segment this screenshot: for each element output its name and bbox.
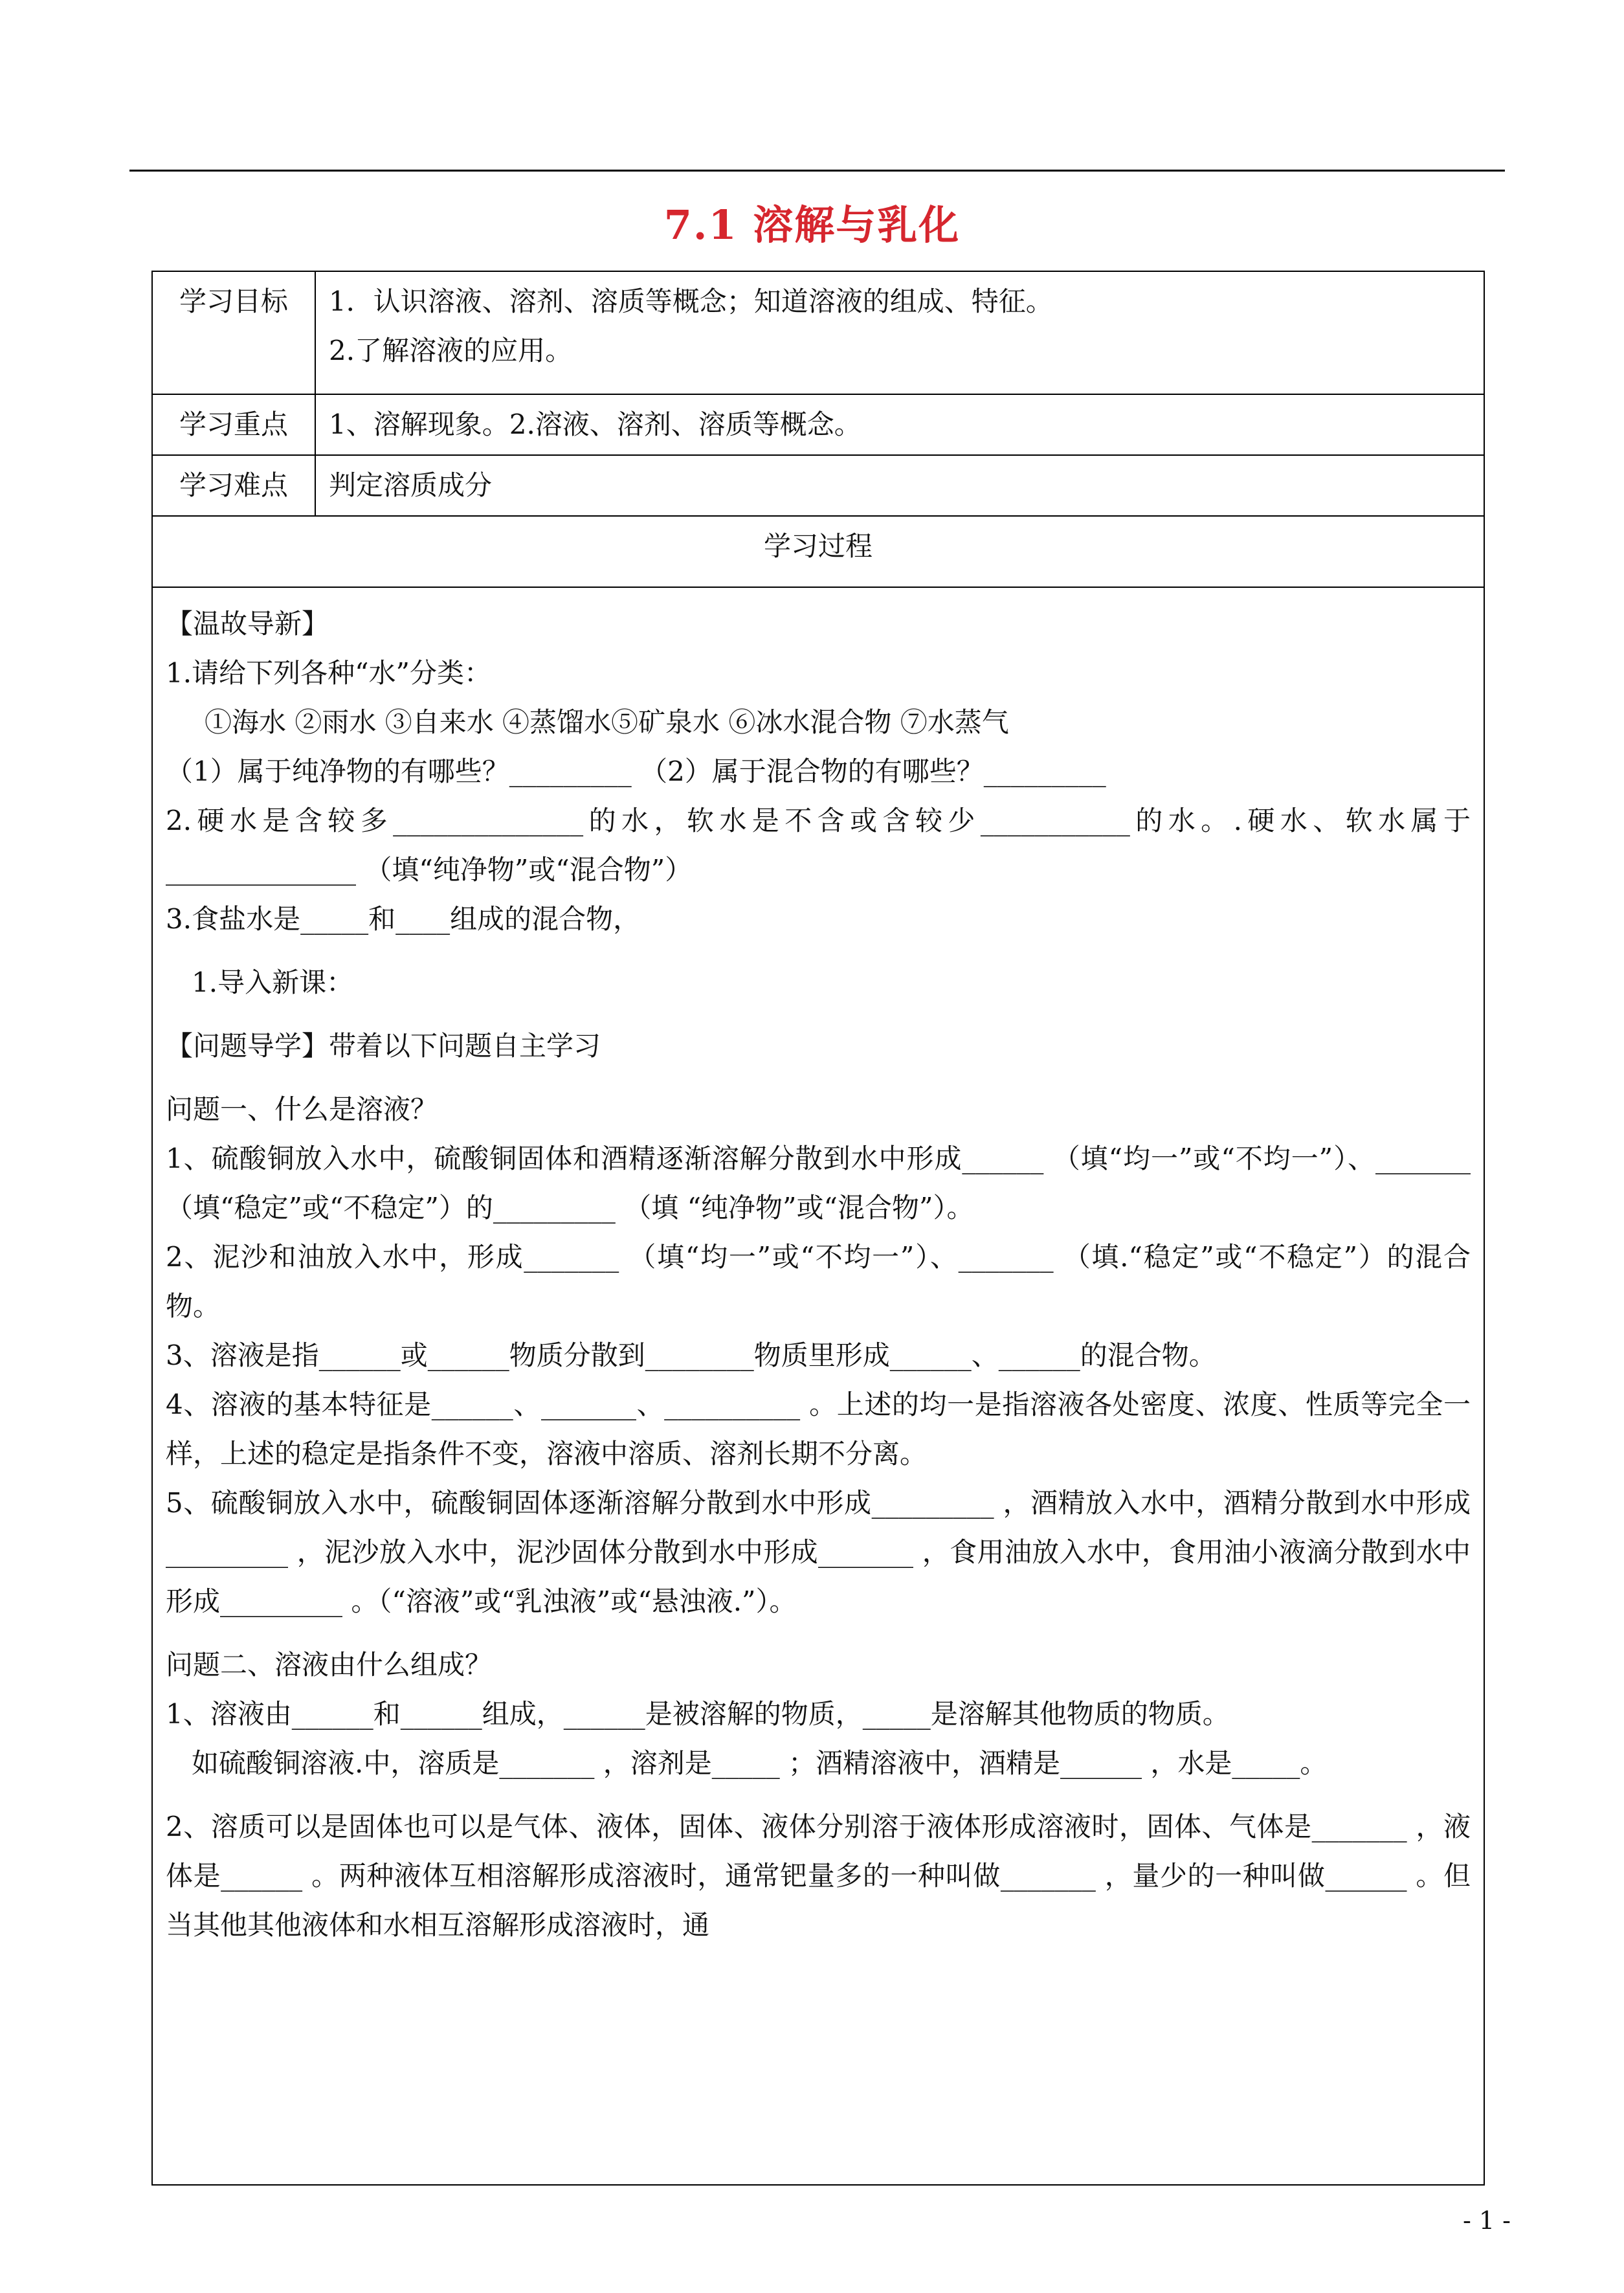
problem-2-item-1-example: 如硫酸铜溶液.中，溶质是_______ ，溶剂是_____ ；酒精溶液中，酒精是______ ，水是_____。 bbox=[192, 1747, 1328, 1779]
review-q1-items: ①海水 ②雨水 ③自来水 ④蒸馏水⑤矿泉水 ⑥冰水混合物 ⑦水蒸气 bbox=[205, 706, 1009, 738]
goal-line-2: 2.了解溶液的应用。 bbox=[329, 335, 573, 366]
problem-1-item-3: 3、溶液是指______或______物质分散到________物质里形成______、______的混合物。 bbox=[166, 1339, 1216, 1371]
problem-1-item-2: 2、泥沙和油放入水中，形成_______ （填“均一”或“不均一”）、_______ （填.“稳定”或“不稳定”）的混合物。 bbox=[166, 1241, 1471, 1322]
row-process-content bbox=[152, 587, 1484, 2185]
problem-1-title: 问题一、什么是溶液？ bbox=[166, 1093, 438, 1125]
header-rule bbox=[129, 170, 1505, 172]
problem-2-item-2: 2、溶质可以是固体也可以是气体、液体，固体、液体分别溶于液体形成溶液时，固体、气体是_______ ，液体是______ 。两种液体互相溶解形成溶液时，通常钯量多的一种叫做_______ ，量少的一种叫做______ 。但当其他其他液体和水相互溶解形成溶液时，通 bbox=[166, 1811, 1471, 1941]
problem-1-item-1: 1、硫酸铜放入水中，硫酸铜固体和酒精逐渐溶解分散到水中形成______ （填“均一”或“不均一”）、_______ （填“稳定”或“不稳定”）的_________ （填 “纯净物”或“混合物”）。 bbox=[166, 1143, 1471, 1224]
guide-title: 【问题导学】带着以下问题自主学习 bbox=[166, 1030, 601, 1062]
label-learning-goals: 学习目标 bbox=[152, 271, 315, 394]
problem-2-title: 问题二、溶液由什么组成？ bbox=[166, 1649, 493, 1681]
row-process-header bbox=[152, 516, 1484, 587]
page-number: - 1 - bbox=[1463, 2206, 1511, 2235]
intro-new-lesson: 1.导入新课： bbox=[192, 967, 354, 998]
problem-2-item-1: 1、溶液由______和______组成，______是被溶解的物质，_____是溶解其他物质的物质。 bbox=[166, 1698, 1230, 1730]
problem-1-item-4: 4、溶液的基本特征是______、_______、__________ 。上述的均一是指溶液各处密度、浓度、性质等完全一样，上述的稳定是指条件不变，溶液中溶质、溶剂长期不分离。 bbox=[166, 1389, 1471, 1470]
review-q1: 1.请给下列各种“水”分类： bbox=[166, 657, 492, 689]
page-title: 7.1 溶解与乳化 bbox=[663, 201, 961, 249]
row-key-points bbox=[152, 394, 1484, 455]
label-difficulties: 学习难点 bbox=[152, 455, 315, 516]
review-q2: 2.硬水是含较多______________的水，软水是不含或含较少___________的水。.硬水、软水属于______________ （填“纯净物”或“混合物”） bbox=[166, 805, 1471, 886]
row-learning-goals bbox=[152, 271, 1484, 394]
review-title: 【温故导新】 bbox=[166, 608, 329, 640]
cell-learning-goals bbox=[315, 271, 1484, 394]
row-difficulties bbox=[152, 455, 1484, 516]
review-q3: 3.食盐水是_____和____组成的混合物， bbox=[166, 903, 641, 935]
review-q1-sub: （1）属于纯净物的有哪些？_________ （2）属于混合物的有哪些？_________ bbox=[166, 755, 1106, 787]
label-key-points: 学习重点 bbox=[152, 394, 315, 455]
process-header: 学习过程 bbox=[152, 516, 1484, 587]
problem-1-item-5: 5、硫酸铜放入水中，硫酸铜固体逐渐溶解分散到水中形成_________ ，酒精放入水中，酒精分散到水中形成_________ ，泥沙放入水中，泥沙固体分散到水中形成_______ ，食用油放入水中，食用油小液滴分散到水中形成_________ 。（“溶液”或“乳浊液”或“悬浊液.”）。 bbox=[166, 1487, 1471, 1617]
process-content bbox=[152, 587, 1484, 2185]
cell-difficulties: 判定溶质成分 bbox=[315, 455, 1484, 516]
study-sheet-table bbox=[151, 271, 1485, 2186]
cell-key-points: 1、溶解现象。2.溶液、溶剂、溶质等概念。 bbox=[315, 394, 1484, 455]
goal-line-1: 1．认识溶液、溶剂、溶质等概念；知道溶液的组成、特征。 bbox=[329, 285, 1053, 317]
